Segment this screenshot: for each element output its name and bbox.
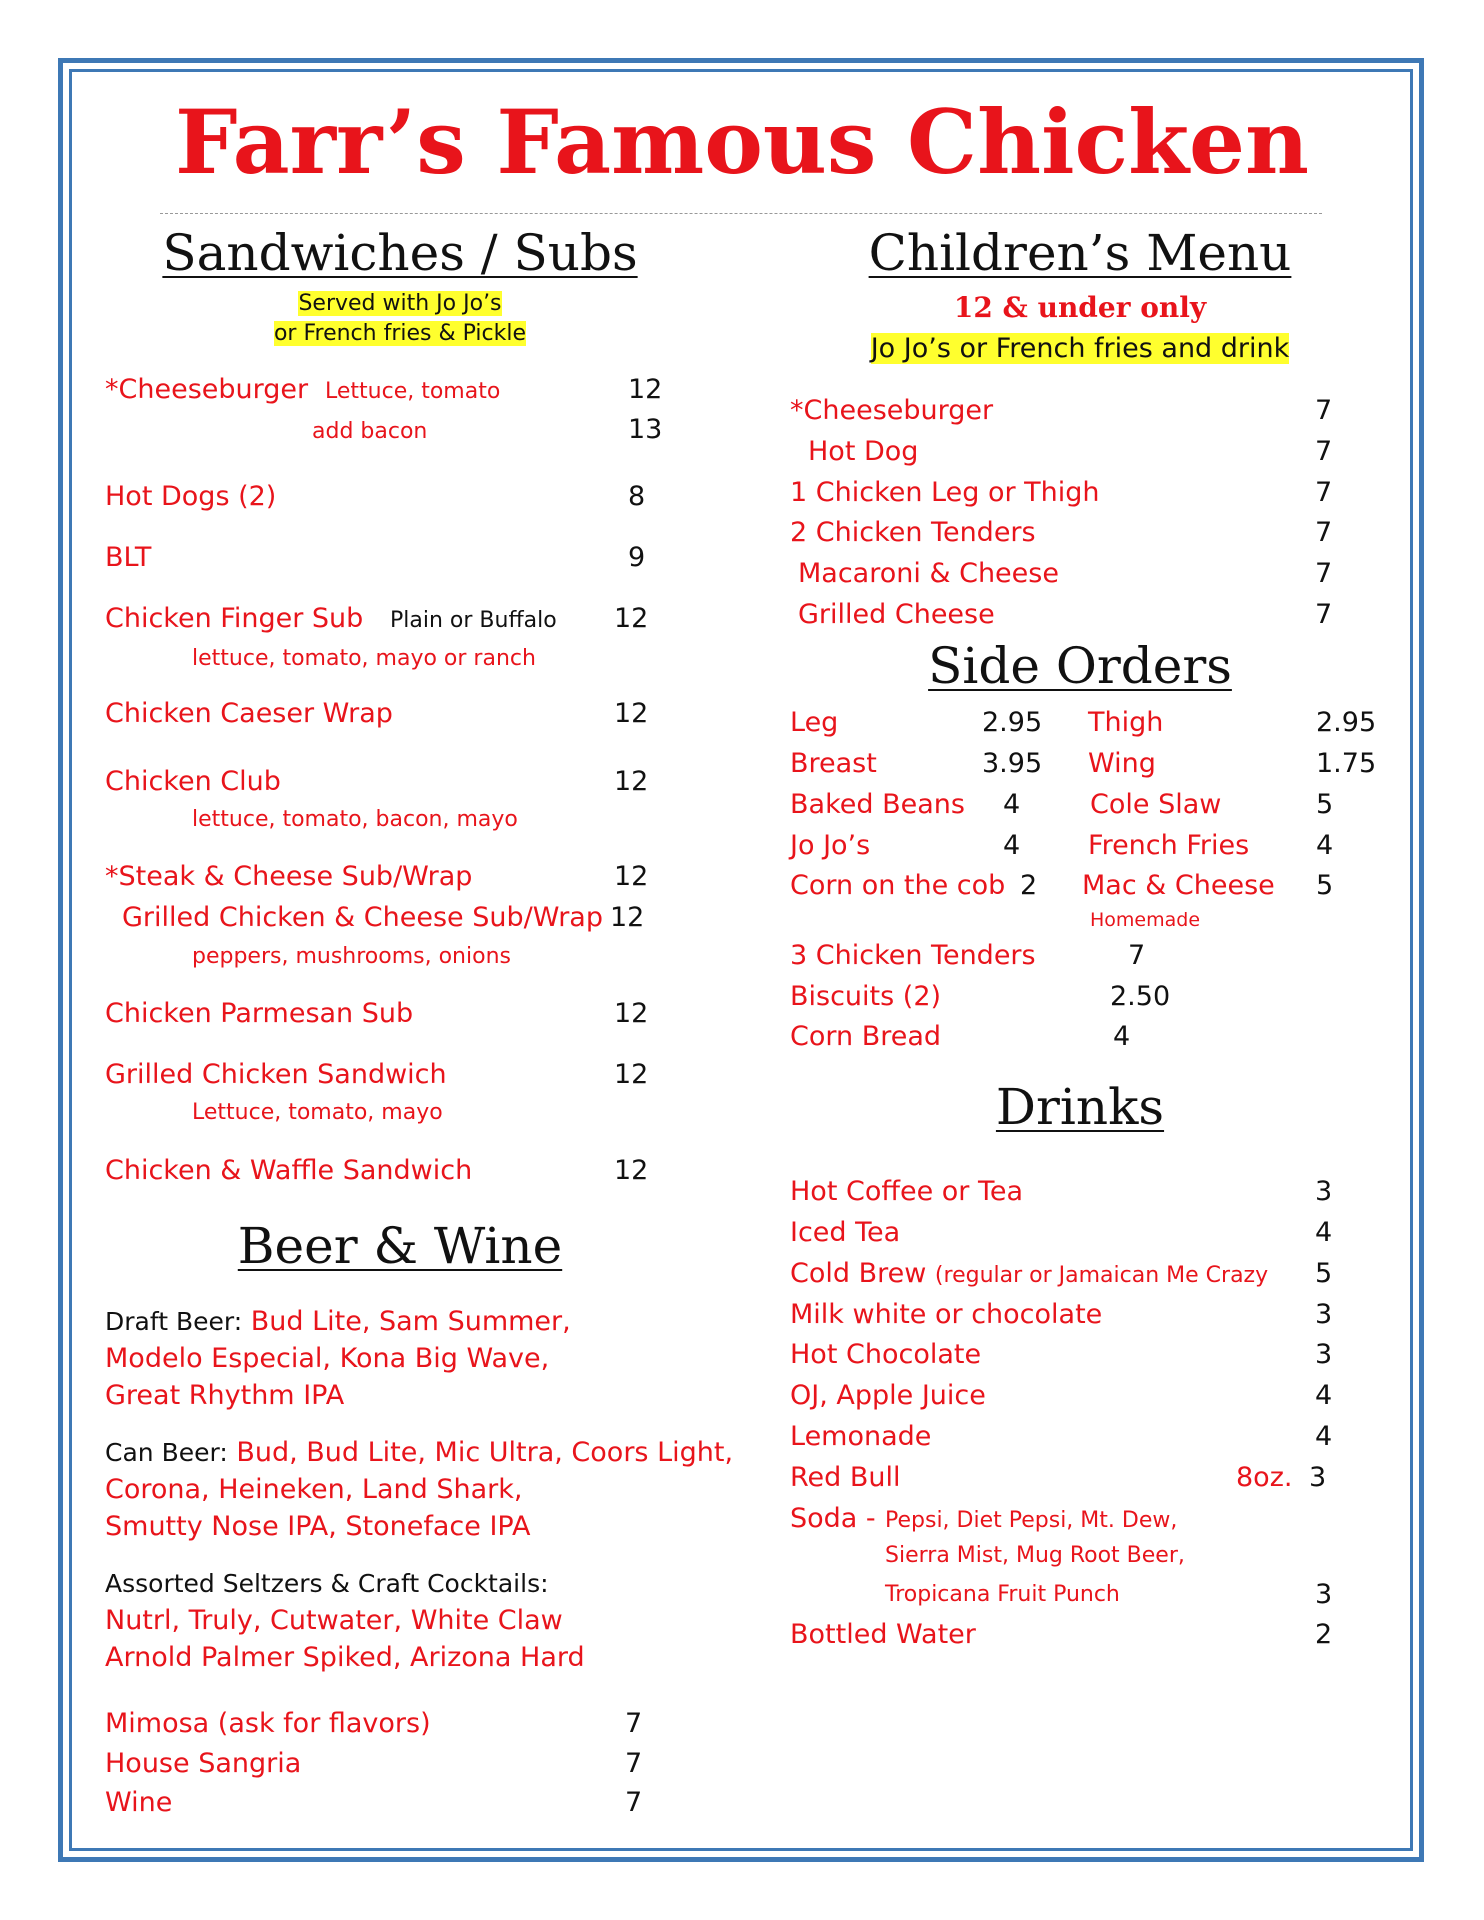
drink-item-price: 4 bbox=[1315, 1421, 1333, 1452]
side-item-name: Corn Bread bbox=[790, 1021, 942, 1052]
drink-item-price: 5 bbox=[1315, 1258, 1333, 1289]
menu-item-name: 2 Chicken Tenders bbox=[790, 517, 1036, 548]
soda-list: Sierra Mist, Mug Root Beer, bbox=[885, 1543, 1185, 1568]
side-item-name: Thigh bbox=[1088, 707, 1164, 738]
sandwiches-note-2 bbox=[100, 320, 700, 348]
sandwiches-heading: Sandwiches / Subs bbox=[162, 224, 638, 282]
drink-item-price: 2 bbox=[1315, 1619, 1333, 1650]
drink-item-name: Hot Coffee or Tea bbox=[790, 1176, 1024, 1207]
menu-item-price: 12 bbox=[614, 1059, 649, 1090]
drink-item-price: 3 bbox=[1315, 1579, 1333, 1610]
drink-item-name: Red Bull bbox=[790, 1462, 901, 1493]
menu-item-price: 12 bbox=[614, 766, 649, 797]
menu-item-sub: Lettuce, tomato, mayo bbox=[192, 1100, 443, 1125]
can-beer-label: Can Beer: bbox=[105, 1438, 228, 1467]
can-beer-list: Bud, Bud Lite, Mic Ultra, Coors Light, bbox=[236, 1437, 734, 1468]
title-divider bbox=[160, 213, 1322, 214]
drink-item-name: OJ, Apple Juice bbox=[790, 1380, 986, 1411]
homemade-note: Homemade bbox=[1090, 909, 1201, 931]
drink-item-name: Soda - bbox=[790, 1503, 876, 1534]
side-item-price: 7 bbox=[1128, 940, 1146, 971]
menu-item-name: Grilled Chicken & Cheese Sub/Wrap bbox=[122, 902, 603, 933]
side-item-price: 3.95 bbox=[982, 748, 1043, 779]
restaurant-title: Farr’s Famous Chicken bbox=[174, 90, 1310, 194]
menu-item-name: Wine bbox=[105, 1787, 173, 1818]
side-item-price: 2.95 bbox=[982, 707, 1043, 738]
side-item-name: Corn on the cob bbox=[790, 870, 1006, 901]
drink-detail: (regular or Jamaican Me Crazy bbox=[934, 1263, 1269, 1288]
drink-item-name: Lemonade bbox=[790, 1421, 932, 1452]
menu-item-price: 7 bbox=[1315, 436, 1333, 467]
drink-item-price: 3 bbox=[1309, 1462, 1327, 1493]
side-orders-heading: Side Orders bbox=[928, 637, 1232, 695]
drink-item-price: 3 bbox=[1315, 1339, 1333, 1370]
side-item-price: 4 bbox=[1113, 1021, 1131, 1052]
menu-item-detail: Lettuce, tomato bbox=[325, 379, 501, 404]
drink-item-price: 4 bbox=[1315, 1217, 1333, 1248]
menu-item-price: 8 bbox=[628, 481, 646, 512]
side-item-price: 1.75 bbox=[1316, 748, 1377, 779]
menu-item-name: BLT bbox=[105, 542, 152, 573]
menu-item-name: Hot Dogs (2) bbox=[105, 481, 277, 512]
menu-item-name: Chicken & Waffle Sandwich bbox=[105, 1155, 473, 1186]
sandwiches-note-line2: or French fries & Pickle bbox=[273, 321, 527, 346]
menu-item-name: Chicken Finger Sub bbox=[105, 603, 364, 634]
menu-item-price: 12 bbox=[614, 698, 649, 729]
menu-item-name: Chicken Caeser Wrap bbox=[105, 698, 393, 729]
drink-item-price: 3 bbox=[1315, 1299, 1333, 1330]
menu-item-price: 12 bbox=[610, 902, 645, 933]
drinks-heading: Drinks bbox=[995, 1078, 1165, 1136]
side-item-price: 5 bbox=[1316, 870, 1334, 901]
menu-item-price: 13 bbox=[628, 414, 663, 445]
side-item-name: Baked Beans bbox=[790, 789, 965, 820]
beer-wine-heading: Beer & Wine bbox=[237, 1217, 563, 1275]
menu-item-price: 7 bbox=[1315, 599, 1333, 630]
childrens-sides-note-text: Jo Jo’s or French fries and drink bbox=[870, 333, 1290, 364]
draft-beer-list: Bud Lite, Sam Summer, bbox=[250, 1306, 571, 1337]
menu-item-name: 1 Chicken Leg or Thigh bbox=[790, 477, 1100, 508]
drink-item-name: Hot Chocolate bbox=[790, 1339, 982, 1370]
menu-item-name: Grilled Cheese bbox=[798, 599, 995, 630]
drink-name: Cold Brew bbox=[790, 1258, 927, 1289]
side-item-name: Jo Jo’s bbox=[790, 830, 871, 861]
menu-item-price: 9 bbox=[628, 542, 646, 573]
menu-item-price: 7 bbox=[1315, 477, 1333, 508]
menu-item-price: 7 bbox=[625, 1787, 643, 1818]
drink-item-price: 3 bbox=[1315, 1176, 1333, 1207]
menu-item-name: *Steak & Cheese Sub/Wrap bbox=[105, 861, 473, 892]
menu-item-price: 7 bbox=[1315, 517, 1333, 548]
drink-item-name: Iced Tea bbox=[790, 1217, 901, 1248]
seltzer-label: Assorted Seltzers & Craft Cocktails: bbox=[105, 1569, 549, 1598]
menu-item-sub: lettuce, tomato, bacon, mayo bbox=[192, 807, 518, 832]
menu-item-name: Chicken Club bbox=[105, 766, 281, 797]
menu-item-price: 12 bbox=[614, 861, 649, 892]
draft-beer-list: Modelo Especial, Kona Big Wave, bbox=[105, 1343, 550, 1374]
side-item-name: Cole Slaw bbox=[1090, 789, 1222, 820]
menu-item-addon: add bacon bbox=[312, 419, 428, 444]
menu-item-price: 7 bbox=[625, 1748, 643, 1779]
side-item-name: Biscuits (2) bbox=[790, 981, 942, 1012]
draft-beer-line bbox=[105, 1305, 571, 1339]
childrens-menu-heading: Children’s Menu bbox=[868, 224, 1292, 282]
side-item-price: 4 bbox=[1003, 789, 1021, 820]
menu-item-name: *Cheeseburger bbox=[790, 395, 994, 426]
side-item-name: Breast bbox=[790, 748, 877, 779]
childrens-sides-note bbox=[790, 332, 1370, 366]
sandwiches-note-line1: Served with Jo Jo’s bbox=[298, 291, 502, 316]
childrens-age-note: 12 & under only bbox=[953, 291, 1207, 324]
can-beer-list: Corona, Heineken, Land Shark, bbox=[105, 1474, 523, 1505]
soda-list: Pepsi, Diet Pepsi, Mt. Dew, bbox=[885, 1508, 1178, 1533]
menu-item-price: 7 bbox=[1315, 395, 1333, 426]
menu-item-name: *Cheeseburger bbox=[105, 374, 309, 405]
drink-item-name: Milk white or chocolate bbox=[790, 1299, 1103, 1330]
menu-item-name: Grilled Chicken Sandwich bbox=[105, 1059, 447, 1090]
drink-item-name: Bottled Water bbox=[790, 1619, 976, 1650]
can-beer-list: Smutty Nose IPA, Stoneface IPA bbox=[105, 1511, 531, 1542]
sandwiches-note bbox=[100, 290, 700, 318]
soda-list: Tropicana Fruit Punch bbox=[885, 1582, 1120, 1607]
menu-item-sub: peppers, mushrooms, onions bbox=[192, 944, 511, 969]
menu-item-sub: lettuce, tomato, mayo or ranch bbox=[192, 646, 536, 671]
can-beer-line bbox=[105, 1436, 733, 1470]
draft-beer-list: Great Rhythm IPA bbox=[105, 1380, 345, 1411]
menu-item-name: Macaroni & Cheese bbox=[798, 558, 1059, 589]
menu-item-price: 12 bbox=[614, 1155, 649, 1186]
side-item-name: French Fries bbox=[1088, 830, 1250, 861]
draft-beer-label: Draft Beer: bbox=[105, 1307, 243, 1336]
side-item-price: 4 bbox=[1316, 830, 1334, 861]
side-item-name: Mac & Cheese bbox=[1082, 870, 1275, 901]
menu-item-price: 12 bbox=[614, 998, 649, 1029]
side-item-price: 4 bbox=[1003, 830, 1021, 861]
side-item-name: 3 Chicken Tenders bbox=[790, 940, 1036, 971]
menu-item-price: 12 bbox=[614, 603, 649, 634]
menu-item-price: 12 bbox=[628, 374, 663, 405]
drink-item-price: 4 bbox=[1315, 1380, 1333, 1411]
menu-item-price: 7 bbox=[625, 1708, 643, 1739]
side-item-name: Wing bbox=[1088, 748, 1156, 779]
menu-item-name: House Sangria bbox=[105, 1748, 302, 1779]
side-item-price: 2.95 bbox=[1316, 707, 1377, 738]
side-item-price: 5 bbox=[1316, 789, 1334, 820]
side-item-price: 2 bbox=[1020, 870, 1038, 901]
menu-item-name: Mimosa (ask for flavors) bbox=[105, 1708, 431, 1739]
seltzer-list: Nutrl, Truly, Cutwater, White Claw bbox=[105, 1605, 563, 1636]
side-item-price: 2.50 bbox=[1110, 981, 1171, 1012]
side-item-name: Leg bbox=[790, 707, 839, 738]
menu-item-price: 7 bbox=[1315, 558, 1333, 589]
menu-item-detail: Plain or Buffalo bbox=[390, 608, 557, 633]
drink-item-name bbox=[790, 1257, 1268, 1293]
seltzer-list: Arnold Palmer Spiked, Arizona Hard bbox=[105, 1642, 585, 1673]
menu-item-name: Hot Dog bbox=[808, 436, 919, 467]
menu-item-name: Chicken Parmesan Sub bbox=[105, 998, 414, 1029]
drink-size: 8oz. bbox=[1236, 1462, 1293, 1493]
